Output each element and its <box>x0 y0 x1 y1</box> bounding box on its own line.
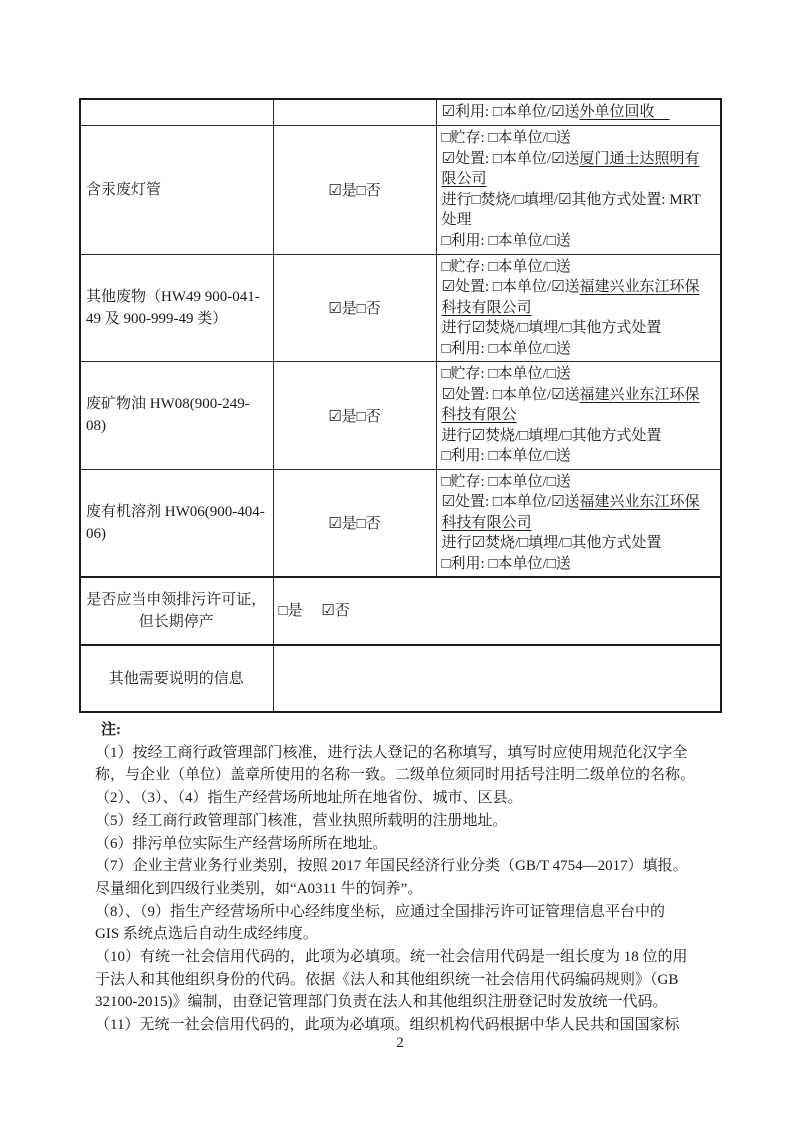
disposal-line <box>442 385 716 406</box>
checkbox-text: □利用: □本单位/□送 <box>441 232 571 249</box>
note-line: （10）有统一社会信用代码的，此项为必填项。统一社会信用代码是一组长度为 18 位的用 <box>95 949 688 966</box>
checkbox-text: ☑利用: □本单位/☑送 <box>441 104 580 120</box>
table-row <box>80 469 721 577</box>
checkbox-text: □贮存: □本单位/□送 <box>441 258 571 275</box>
disposal-line <box>279 601 716 622</box>
checkbox-text: ☑处置: □本单位/☑送 <box>441 494 580 510</box>
checkbox-text: ☑处置: □本单位/☑送 <box>441 386 580 403</box>
note-line: （8）、（9）指生产经营场所中心经纬度坐标，应通过全国排污许可证管理信息平台中的 <box>95 903 666 920</box>
disposal-line <box>442 277 716 298</box>
waste-label-cell: 其他废物（HW49 900-041-49 及 900-999-49 类） <box>80 254 273 362</box>
waste-disposal-table <box>79 98 722 713</box>
checkbox-text: 进行☑焚烧/□填埋/□其他方式处置 <box>441 320 662 336</box>
waste-label-cell <box>80 99 273 125</box>
note-line: （6）排污单位实际生产经营场所所在地址。 <box>95 835 388 852</box>
applicable-cell: ☑是□否 <box>273 469 436 577</box>
disposal-line <box>442 149 716 170</box>
checkbox-text: 进行☑焚烧/□填埋/□其他方式处置 <box>441 427 662 444</box>
disposal-line <box>442 513 716 534</box>
note-line: 32100-2015)》编制，由登记管理部门负责在法人和其他组织注册登记时发放统一代码。 <box>95 994 668 1011</box>
disposal-line <box>442 472 716 493</box>
checkbox-text: □贮存: □本单位/□送 <box>441 130 571 146</box>
note-line: （5）经工商行政管理部门核准，营业执照所载明的注册地址。 <box>95 812 508 829</box>
disposal-line <box>442 318 716 339</box>
note-line: （11）无统一社会信用代码的，此项为必填项。组织机构代码根据中华人民共和国国家标 <box>95 1017 680 1034</box>
disposal-cell <box>436 125 721 254</box>
disposal-line <box>442 210 716 231</box>
checkbox-text: □贮存: □本单位/□送 <box>441 473 571 490</box>
waste-label-cell: 废矿物油 HW08(900-249-08) <box>80 362 273 470</box>
disposal-line <box>442 554 716 575</box>
disposal-line <box>442 128 716 149</box>
table-row <box>80 254 721 362</box>
disposal-line <box>442 102 716 123</box>
note-line: （2）、（3）、（4）指生产经营场所地址所在地省份、城市、区县。 <box>95 790 523 807</box>
disposal-cell <box>436 254 721 362</box>
table-row <box>80 362 721 470</box>
underlined-text: 福建兴业东江环保 <box>579 494 700 510</box>
checkbox-text: □利用: □本单位/□送 <box>441 448 571 464</box>
applicable-cell: ☑是□否 <box>273 362 436 470</box>
underlined-text: 科技有限公 <box>441 407 517 423</box>
underlined-text: 科技有限公司 <box>441 514 532 531</box>
applicable-cell <box>273 99 436 125</box>
note-line: 于法人和其他组织身份的代码。依据《法人和其他组织统一社会信用代码编码规则》（GB <box>95 971 679 988</box>
disposal-line <box>442 405 716 426</box>
waste-label-cell: 其他需要说明的信息 <box>80 645 273 712</box>
disposal-cell <box>436 362 721 470</box>
note-line: （7）企业主营业务行业类别，按照 2017 年国民经济行业分类（GB/T 4754—2017）填报。 <box>95 858 688 875</box>
note-line: 称，与企业（单位）盖章所使用的名称一致。二级单位须同时用括号注明二级单位的名称。 <box>95 767 696 784</box>
disposal-line <box>442 364 716 385</box>
waste-label-cell: 是否应当申领排污许可证，但长期停产 <box>80 577 273 645</box>
table-row <box>80 99 721 125</box>
disposal-line <box>442 190 716 211</box>
disposal-line <box>442 426 716 447</box>
checkbox-text: □是 ☑否 <box>278 602 350 619</box>
note-line: （1）按经工商行政管理部门核准，进行法人登记的名称填写，填写时应使用规范化汉字全 <box>95 744 688 761</box>
disposal-line <box>442 231 716 252</box>
notes-lines <box>95 742 721 1037</box>
underlined-text: 福建兴业东江环保 <box>579 386 700 403</box>
disposal-line <box>442 533 716 554</box>
merged-value-cell <box>273 577 721 645</box>
disposal-cell <box>436 469 721 577</box>
disposal-cell <box>436 99 721 125</box>
disposal-line <box>442 492 716 513</box>
underlined-text: 外单位回收 <box>579 104 670 120</box>
checkbox-text: 进行□焚烧/□填埋/☑其他方式处置: MRT <box>441 191 701 208</box>
disposal-line <box>442 257 716 278</box>
page-number: 2 <box>396 1035 404 1051</box>
applicable-cell: ☑是□否 <box>273 125 436 254</box>
note-line: 尽量细化到四级行业类别，如“A0311 牛的饲养”。 <box>95 880 423 897</box>
underlined-text: 福建兴业东江环保 <box>579 279 700 295</box>
waste-table-body <box>80 99 721 712</box>
disposal-line <box>442 169 716 190</box>
waste-label-cell: 废有机溶剂 HW06(900-404-06) <box>80 469 273 577</box>
checkbox-text: □利用: □本单位/□送 <box>441 340 571 357</box>
table-row <box>80 125 721 254</box>
checkbox-text: □贮存: □本单位/□送 <box>441 366 571 382</box>
checkbox-text: ☑处置: □本单位/☑送 <box>441 150 580 167</box>
disposal-line <box>442 446 716 467</box>
disposal-line <box>442 339 716 360</box>
checkbox-text: 处理 <box>441 212 472 228</box>
note-line: GIS 系统点选后自动生成经纬度。 <box>95 926 318 943</box>
underlined-text: 厦门通士达照明有 <box>579 150 700 167</box>
notes-section <box>95 719 721 1037</box>
waste-label-cell: 含汞废灯管 <box>80 125 273 254</box>
table-row <box>80 645 721 712</box>
underlined-text: 限公司 <box>441 171 487 187</box>
disposal-line <box>442 298 716 319</box>
notes-title: 注: <box>101 722 121 738</box>
checkbox-text: ☑处置: □本单位/☑送 <box>441 279 580 295</box>
checkbox-text: 进行☑焚烧/□填埋/□其他方式处置 <box>441 535 662 551</box>
checkbox-text: □利用: □本单位/□送 <box>441 555 571 572</box>
merged-value-cell <box>273 645 721 712</box>
table-row <box>80 577 721 645</box>
applicable-cell: ☑是□否 <box>273 254 436 362</box>
underlined-text: 科技有限公司 <box>441 299 532 316</box>
